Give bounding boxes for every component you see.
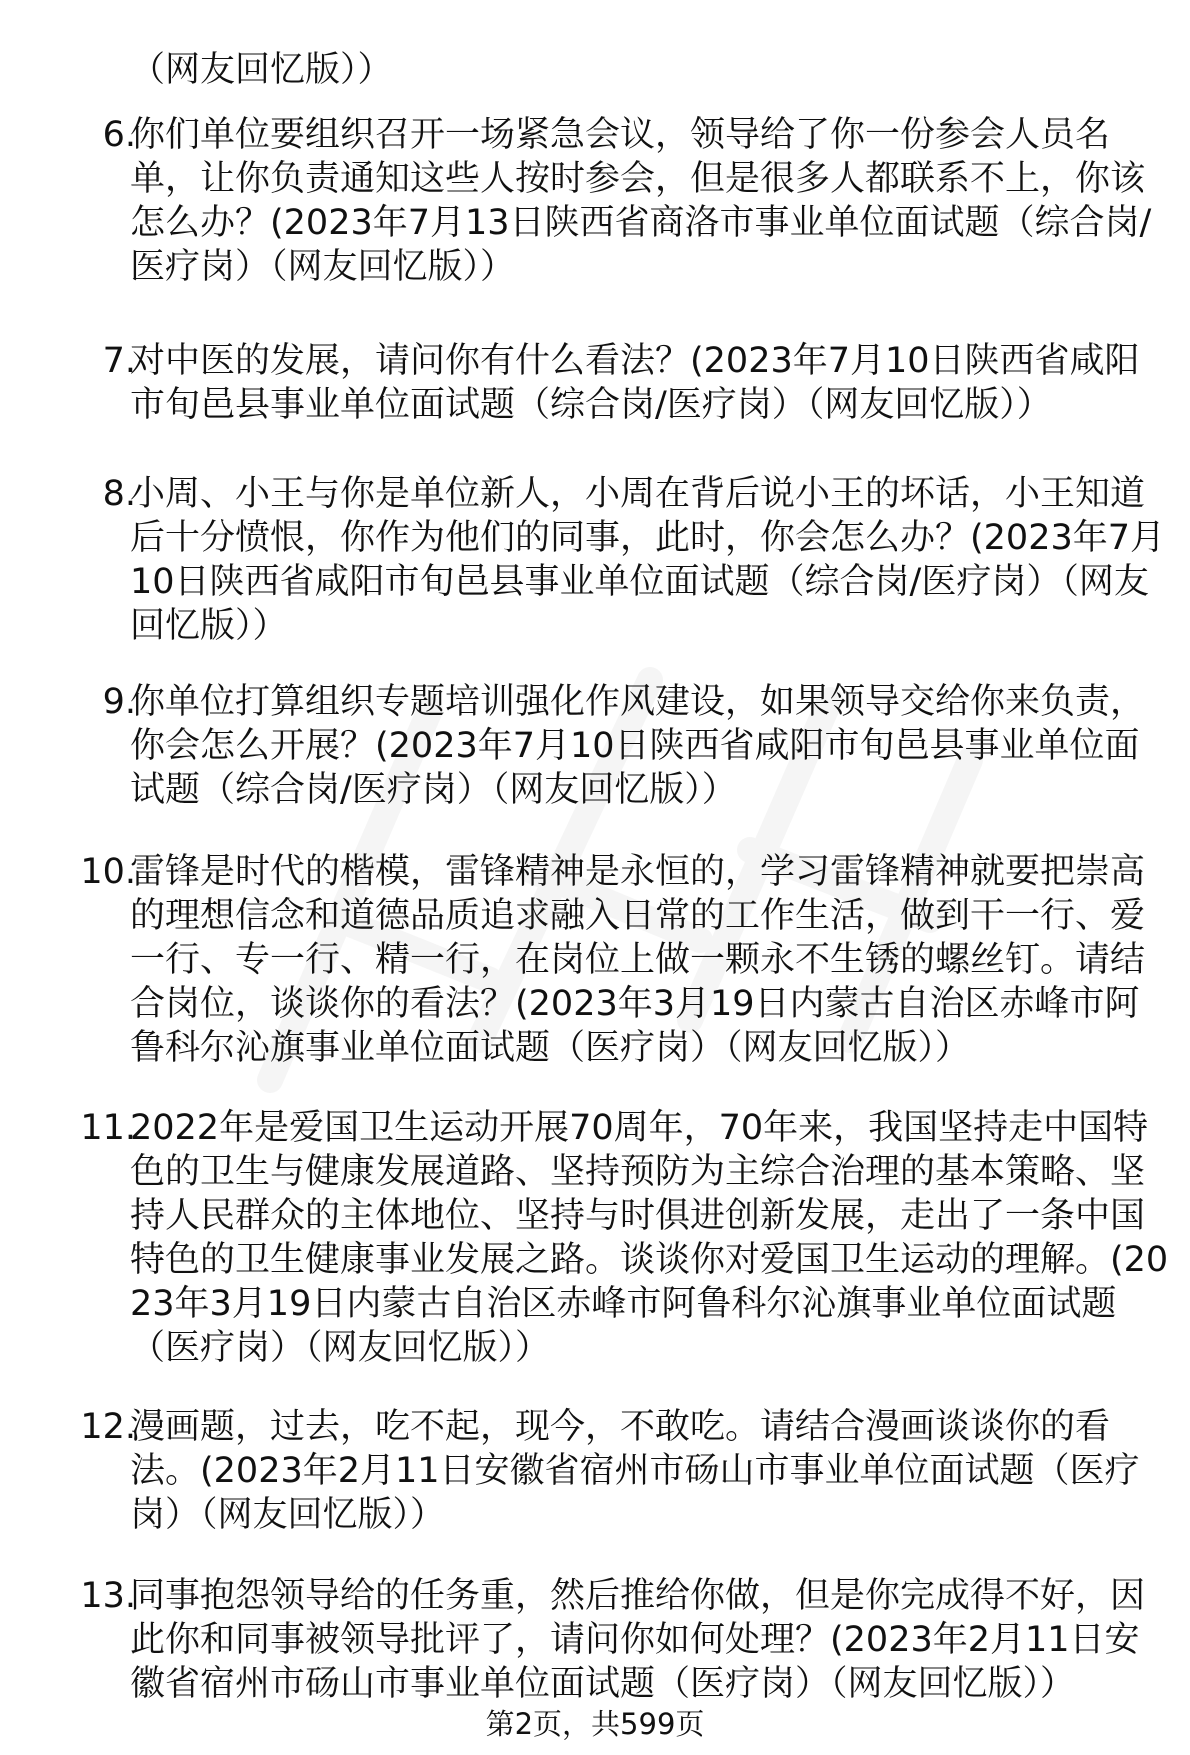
page-footer: 第2页，共599页 [485,1707,705,1741]
question-text: 你们单位要组织召开一场紧急会议，领导给了你一份参会人员名单，让你负责通知这些人按时参会，但是很多人都联系不上，你该怎么办？(2023年7月13日陕西省商洛市事业单位面试题（综合岗/医疗岗）（网友回忆版）） [130,115,1152,287]
question-number: 11. [80,1108,136,1148]
question-number: 13. [80,1576,136,1616]
question-number: 12. [80,1407,136,1447]
question-number: 10. [80,852,136,892]
question-number: 6. [102,115,136,155]
question-number: 9. [102,682,136,722]
continuation-text: （网友回忆版）） [130,50,393,90]
question-text: 你单位打算组织专题培训强化作风建设，如果领导交给你来负责，你会怎么开展？(2023年7月10日陕西省咸阳市旬邑县事业单位面试题（综合岗/医疗岗）（网友回忆版）） [130,682,1146,810]
question-text: 雷锋是时代的楷模，雷锋精神是永恒的，学习雷锋精神就要把崇高的理想信念和道德品质追求融入日常的工作生活，做到干一行、爱一行、专一行、精一行，在岗位上做一颗永不生锈的螺丝钉。请结合岗位，谈谈你的看法？(2023年3月19日内蒙古自治区赤峰市阿鲁科尔沁旗事业单位面试题（医疗岗）（网友回忆版）） [130,852,1146,1068]
question-text: 小周、小王与你是单位新人，小周在背后说小王的坏话，小王知道后十分愤恨，你作为他们的同事，此时，你会怎么办？(2023年7月10日陕西省咸阳市旬邑县事业单位面试题（综合岗/医疗岗）（网友回忆版）） [130,474,1165,646]
question-text: 同事抱怨领导给的任务重，然后推给你做，但是你完成得不好，因此你和同事被领导批评了，请问你如何处理？(2023年2月11日安徽省宿州市砀山市事业单位面试题（医疗岗）（网友回忆版）） [130,1576,1146,1704]
question-number: 8. [102,474,136,514]
question-text: 2022年是爱国卫生运动开展70周年，70年来，我国坚持走中国特色的卫生与健康发展道路、坚持预防为主综合治理的基本策略、坚持人民群众的主体地位、坚持与时俱进创新发展，走出了一条中国特色的卫生健康事业发展之路。谈谈你对爱国卫生运动的理解。(2023年3月19日内蒙古自治区赤峰市阿鲁科尔沁旗事业单位面试题（医疗岗）（网友回忆版）） [130,1108,1169,1368]
question-text: 漫画题，过去，吃不起，现今，不敢吃。请结合漫画谈谈你的看法。(2023年2月11日安徽省宿州市砀山市事业单位面试题（医疗岗）（网友回忆版）） [130,1407,1140,1535]
question-number: 7. [102,341,136,381]
question-text: 对中医的发展，请问你有什么看法？(2023年7月10日陕西省咸阳市旬邑县事业单位面试题（综合岗/医疗岗）（网友回忆版）） [130,341,1140,425]
